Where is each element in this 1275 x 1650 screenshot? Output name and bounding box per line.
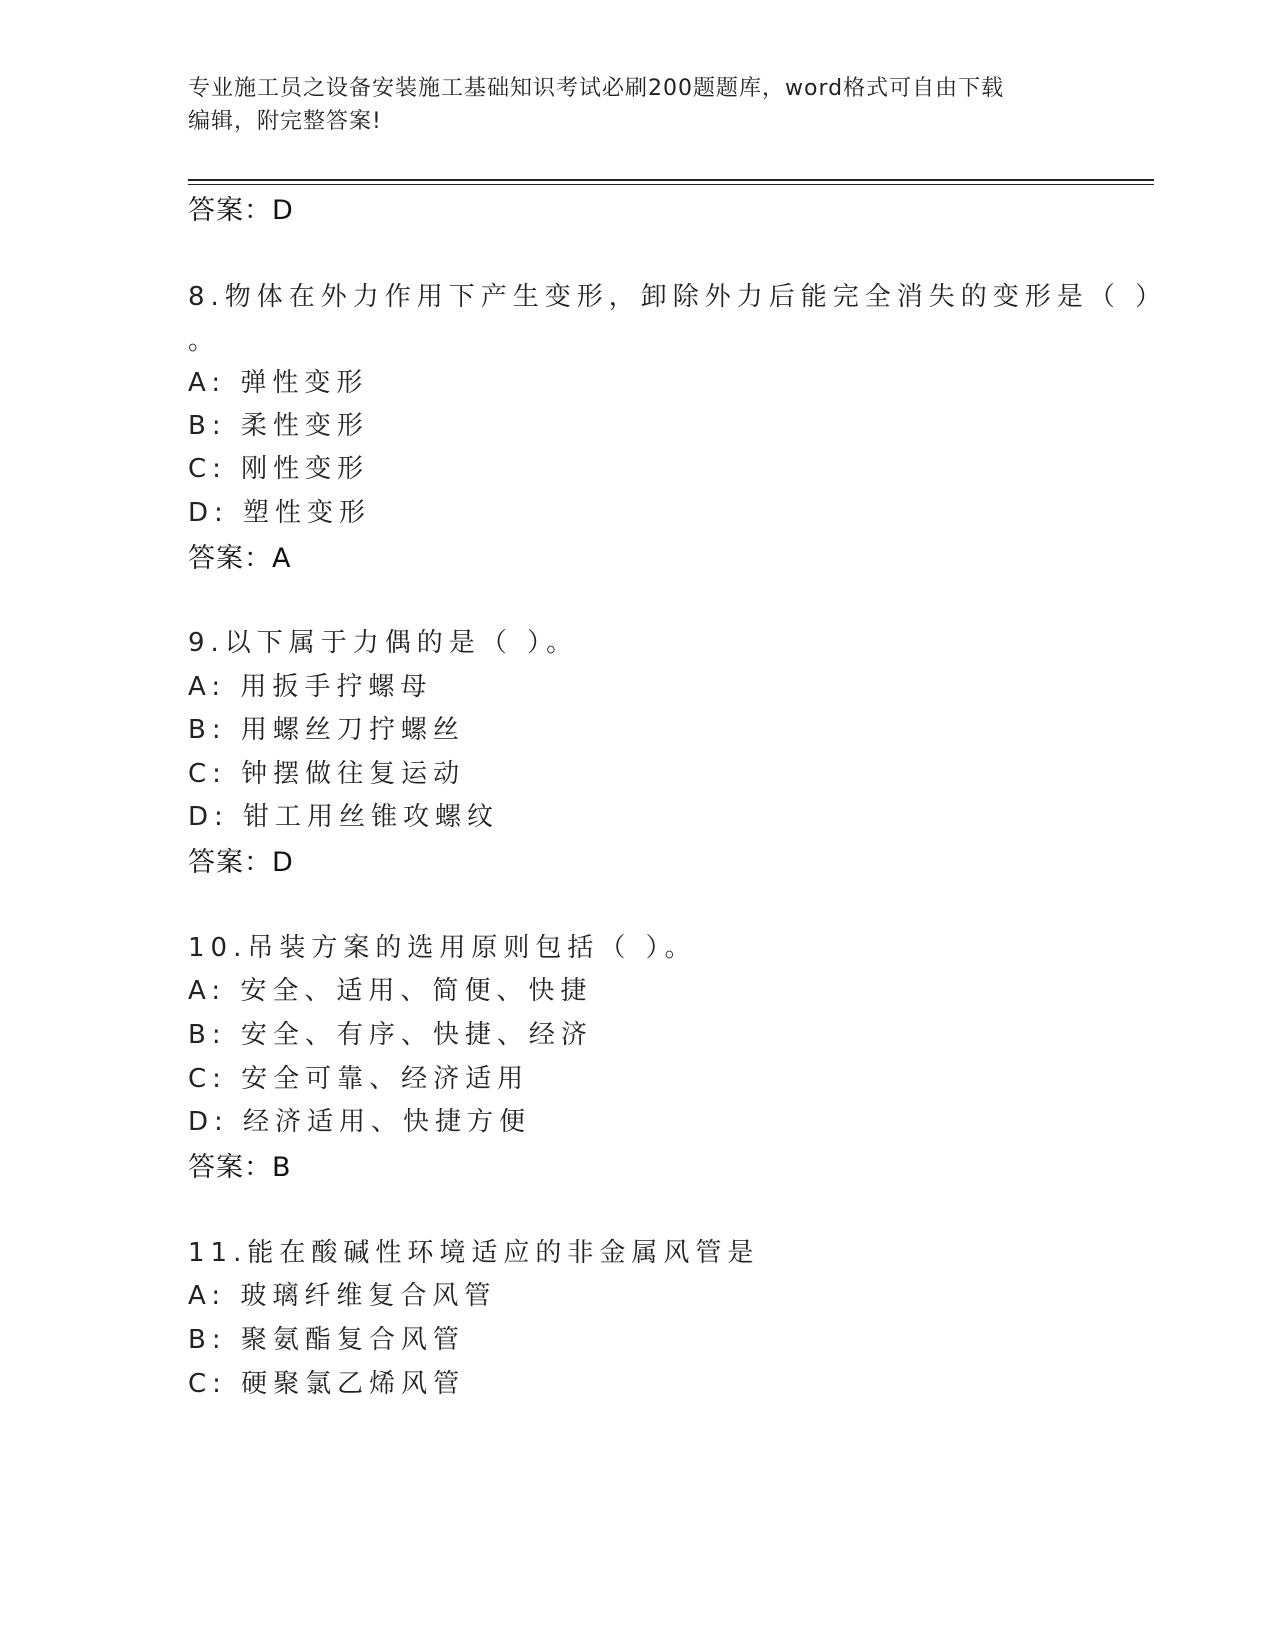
question-11-option-a: A: 玻璃纤维复合风管: [188, 1281, 497, 1311]
question-10-option-c: C: 安全可靠、经济适用: [188, 1064, 530, 1094]
question-11-option-b: B: 聚氨酯复合风管: [188, 1325, 465, 1355]
question-10-option-d: D: 经济适用、快捷方便: [188, 1107, 532, 1137]
question-9-option-a: A: 用扳手拧螺母: [188, 672, 433, 702]
question-11-stem: 11.能在酸碱性环境适应的非金属风管是: [188, 1238, 760, 1268]
question-9-option-d: D: 钳工用丝锥攻螺纹: [188, 802, 500, 832]
answer-q10: 答案：B: [188, 1152, 292, 1183]
question-8-stem: 8.物体在外力作用下产生变形，卸除外力后能完全消失的变形是（ ）: [188, 282, 1168, 312]
document-header: [188, 72, 1088, 138]
question-9-option-c: C: 钟摆做往复运动: [188, 759, 466, 789]
question-8-option-b: B: 柔性变形: [188, 411, 369, 441]
question-8-option-c: C: 刚性变形: [188, 454, 370, 484]
header-divider-thin: [188, 184, 1154, 185]
header-title-line-2: 编辑，附完整答案!: [188, 109, 382, 134]
answer-q9: 答案：D: [188, 847, 294, 878]
answer-q7: 答案：D: [188, 195, 294, 226]
header-divider-thick: [188, 179, 1154, 181]
question-10-option-b: B: 安全、有序、快捷、经济: [188, 1020, 593, 1050]
question-9-stem: 9.以下属于力偶的是（ ）。: [188, 628, 579, 658]
question-8-option-d: D: 塑性变形: [188, 498, 372, 528]
question-8-option-a: A: 弹性变形: [188, 368, 369, 398]
header-title-line-1: 专业施工员之设备安装施工基础知识考试必刷200题题库，word格式可自由下载: [188, 76, 1005, 101]
question-10-option-a: A: 安全、适用、简便、快捷: [188, 976, 593, 1006]
answer-q8: 答案：A: [188, 543, 292, 574]
question-10-stem: 10.吊装方案的选用原则包括（ ）。: [188, 933, 697, 963]
question-8-stem-cont: 。: [188, 326, 221, 356]
question-11-option-c: C: 硬聚氯乙烯风管: [188, 1369, 466, 1399]
question-9-option-b: B: 用螺丝刀拧螺丝: [188, 715, 465, 745]
